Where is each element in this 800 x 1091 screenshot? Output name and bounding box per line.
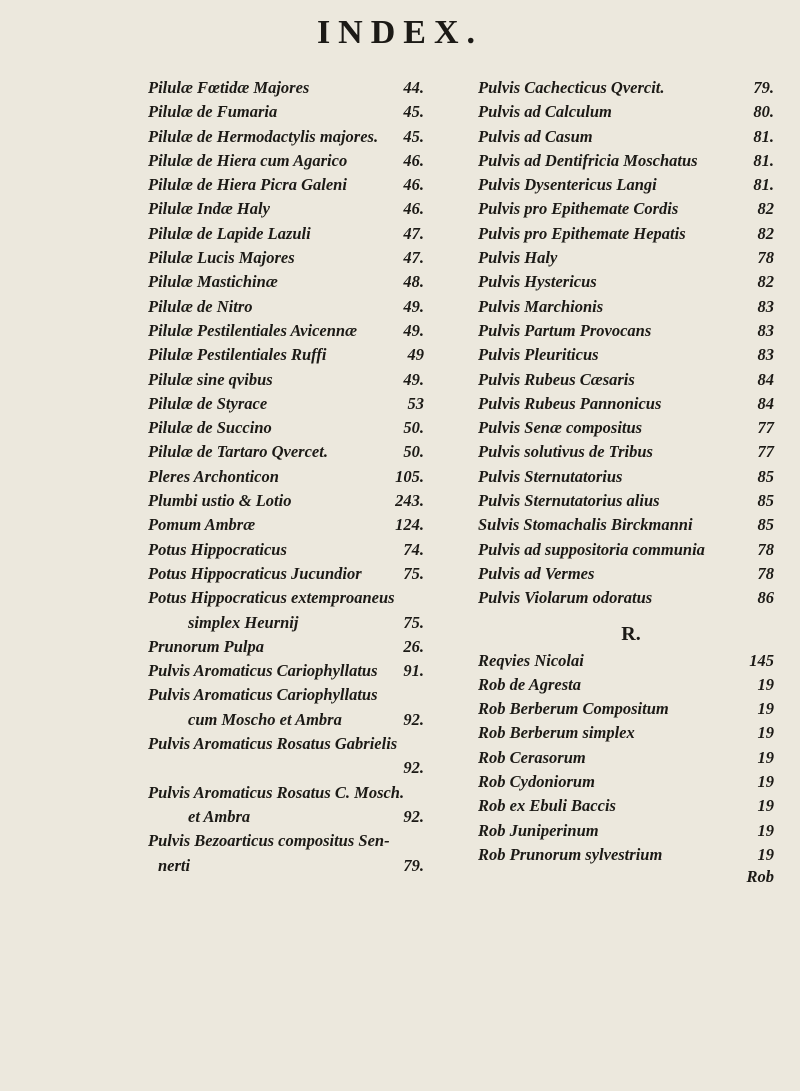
entry-page-number: 83 xyxy=(757,320,774,340)
entry-name: Pulvis Aromaticus Rosatus Gabrielis xyxy=(148,734,398,754)
entry-page-number: 92. xyxy=(403,806,424,826)
entry-page-number: 19 xyxy=(757,674,774,694)
entry-name: Pulvis Aromaticus Rosatus C. Mosch. xyxy=(148,782,405,802)
entry-name: Pulvis Marchionis xyxy=(478,296,604,316)
entry-name: Pulvis pro Epithemate Hepatis xyxy=(478,223,686,243)
entry-name: Rob Juniperinum xyxy=(478,820,599,840)
entry-page-number: 19 xyxy=(757,796,774,816)
index-entry xyxy=(148,222,424,246)
index-entry xyxy=(148,149,424,173)
index-entry xyxy=(478,538,774,562)
entry-name: Rob Berberum Compositum xyxy=(478,699,669,719)
entry-name: Potus Hippocraticus xyxy=(148,539,287,559)
index-entry xyxy=(148,805,424,829)
entry-name: Potus Hippocraticus Jucundior xyxy=(148,563,362,583)
index-entry xyxy=(148,465,424,489)
p-entries-continued xyxy=(478,76,774,611)
index-entry xyxy=(148,246,424,270)
index-entry xyxy=(148,756,424,780)
entry-name: Pulvis ad Vermes xyxy=(478,563,595,583)
entry-name: Pulvis Cachecticus Qvercit. xyxy=(478,78,665,97)
entry-page-number: 19 xyxy=(757,747,774,767)
entry-name: Pulvis ad Casum xyxy=(478,126,593,146)
entry-name: Rob Prunorum sylvestrium xyxy=(478,844,663,864)
entry-page-number: 19 xyxy=(757,723,774,743)
index-entry xyxy=(148,295,424,319)
entry-page-number: 78 xyxy=(757,248,774,268)
entry-name: Pilulæ Lucis Majores xyxy=(148,248,295,268)
entry-page-number: 83 xyxy=(757,296,774,316)
entry-name: Pilulæ de Tartaro Qvercet. xyxy=(148,442,328,462)
entry-name: Pilulæ de Lapide Lazuli xyxy=(148,223,311,243)
entry-name: Pilulæ de Succino xyxy=(148,418,272,438)
entry-page-number: 44. xyxy=(403,78,424,97)
entry-name: Pulvis pro Epithemate Cordis xyxy=(478,199,679,219)
entry-name: nerti xyxy=(158,855,191,875)
left-column xyxy=(148,76,424,878)
entry-name: Rob Cydoniorum xyxy=(478,772,595,792)
index-entry xyxy=(478,794,774,818)
entry-name: Pilulæ Pestilentiales Ruffi xyxy=(148,345,327,365)
index-entry xyxy=(148,513,424,537)
entry-name: Pulvis Bezoarticus compositus Sen- xyxy=(148,831,390,851)
index-entry xyxy=(478,149,774,173)
index-entry xyxy=(148,635,424,659)
entry-page-number: 92. xyxy=(403,709,424,729)
entry-page-number: 78 xyxy=(757,539,774,559)
entry-name: Potus Hippocraticus extemproaneus xyxy=(148,588,395,608)
entry-name: Pulvis Partum Provocans xyxy=(478,320,652,340)
entry-page-number: 19 xyxy=(757,820,774,840)
index-entry xyxy=(478,770,774,794)
entry-page-number: 80. xyxy=(753,102,774,122)
entry-page-number: 92. xyxy=(403,758,424,778)
index-entry xyxy=(478,843,774,867)
entry-page-number: 83 xyxy=(757,345,774,365)
entry-name: Pulvis Senæ compositus xyxy=(478,418,643,438)
entry-name: Pulvis Pleuriticus xyxy=(478,345,599,365)
entry-page-number: 48. xyxy=(403,272,424,292)
index-entry xyxy=(148,708,424,732)
entry-page-number: 19 xyxy=(757,699,774,719)
entry-name: Plumbi ustio & Lotio xyxy=(148,491,292,511)
entry-page-number: 49. xyxy=(403,369,424,389)
entry-name: Pulvis Sternutatorius alius xyxy=(478,491,660,511)
index-entry xyxy=(478,125,774,149)
entry-page-number: 19 xyxy=(757,844,774,864)
right-column xyxy=(478,76,774,891)
index-entry xyxy=(478,100,774,124)
entry-name: Pulvis Sternutatorius xyxy=(478,466,623,486)
entry-name: Rob Cerasorum xyxy=(478,747,586,767)
index-entry xyxy=(148,586,424,610)
entry-page-number: 82 xyxy=(757,272,774,292)
entry-name: Rob Berberum simplex xyxy=(478,723,635,743)
entry-page-number: 145 xyxy=(749,650,774,670)
index-entry xyxy=(478,819,774,843)
index-entry xyxy=(478,197,774,221)
entry-name: Pulvis Haly xyxy=(478,248,558,268)
entry-page-number: 46. xyxy=(403,175,424,195)
index-entry xyxy=(478,697,774,721)
index-entry xyxy=(148,416,424,440)
entry-page-number: 46. xyxy=(403,150,424,170)
index-entry xyxy=(478,465,774,489)
index-entry xyxy=(478,319,774,343)
entry-page-number: 77 xyxy=(757,442,774,462)
index-entry xyxy=(478,368,774,392)
index-entry xyxy=(478,173,774,197)
entry-name: Pilulæ Mastichinæ xyxy=(148,272,278,292)
index-entry xyxy=(478,489,774,513)
entry-page-number: 53 xyxy=(407,393,424,413)
index-entry xyxy=(478,746,774,770)
entry-name: Pulvis Rubeus Pannonicus xyxy=(478,393,662,413)
entry-page-number: 86 xyxy=(757,588,774,608)
entry-page-number: 45. xyxy=(403,102,424,122)
catchword: Rob xyxy=(746,867,774,887)
entry-page-number: 75. xyxy=(403,563,424,583)
entry-name: et Ambra xyxy=(188,806,251,826)
entry-page-number: 85 xyxy=(757,515,774,535)
entry-page-number: 49. xyxy=(403,296,424,316)
entry-name: Pilulæ Indæ Haly xyxy=(148,199,270,219)
entry-page-number: 85 xyxy=(757,466,774,486)
index-entry xyxy=(148,76,424,100)
entry-name: Pulvis Dysentericus Langi xyxy=(478,175,657,195)
index-entry xyxy=(478,76,774,100)
index-entry xyxy=(148,125,424,149)
index-entry xyxy=(478,392,774,416)
entry-name: Pulvis ad Calculum xyxy=(478,102,612,122)
entry-name: Pilulæ de Styrace xyxy=(148,393,268,413)
entry-name: Pulvis Hystericus xyxy=(478,272,597,292)
entry-name: Pilulæ de Hiera cum Agarico xyxy=(148,150,348,170)
entry-name: Pilulæ Pestilentiales Avicennæ xyxy=(148,320,357,340)
index-entry xyxy=(478,513,774,537)
entry-name: Pulvis Rubeus Cæsaris xyxy=(478,369,635,389)
entry-name: Pulvis Aromaticus Cariophyllatus xyxy=(148,685,378,705)
entry-name: cum Moscho et Ambra xyxy=(188,709,342,729)
index-entry xyxy=(148,611,424,635)
entry-page-number: 77 xyxy=(757,418,774,438)
entry-page-number: 81. xyxy=(753,150,774,170)
entry-page-number: 81. xyxy=(753,126,774,146)
index-entry xyxy=(148,489,424,513)
index-entry xyxy=(148,368,424,392)
entry-name: Pilulæ de Hermodactylis majores. xyxy=(148,126,379,146)
page-title: INDEX. xyxy=(316,14,484,51)
index-entry xyxy=(478,649,774,673)
entry-page-number: 49 xyxy=(407,345,424,365)
index-entry xyxy=(148,829,424,853)
index-entry xyxy=(478,586,774,610)
index-entry xyxy=(148,562,424,586)
entry-page-number: 84 xyxy=(757,369,774,389)
index-entry xyxy=(148,683,424,707)
entry-page-number: 82 xyxy=(757,223,774,243)
entry-name: Pilulæ Fœtidæ Majores xyxy=(148,78,310,97)
index-entry xyxy=(148,854,424,878)
entry-page-number: 19 xyxy=(757,772,774,792)
index-entry xyxy=(478,673,774,697)
entry-page-number: 26. xyxy=(403,636,424,656)
entry-page-number: 46. xyxy=(403,199,424,219)
entry-name: Reqvies Nicolai xyxy=(478,650,584,670)
entry-page-number: 124. xyxy=(395,515,424,535)
entry-page-number: 50. xyxy=(403,418,424,438)
index-entry xyxy=(148,538,424,562)
index-entry xyxy=(148,270,424,294)
entry-name: Pleres Archonticon xyxy=(148,466,279,486)
index-entry xyxy=(478,270,774,294)
entry-page-number: 82 xyxy=(757,199,774,219)
entry-name: Pulvis ad Dentifricia Moschatus xyxy=(478,150,698,170)
index-entry xyxy=(478,343,774,367)
entry-page-number: 74. xyxy=(403,539,424,559)
entry-page-number: 85 xyxy=(757,491,774,511)
index-entry xyxy=(148,173,424,197)
entry-name: Sulvis Stomachalis Birckmanni xyxy=(478,515,693,535)
index-entry xyxy=(148,392,424,416)
index-entry xyxy=(148,197,424,221)
index-entry xyxy=(148,100,424,124)
entry-name: Pulvis Aromaticus Cariophyllatus xyxy=(148,661,378,681)
entry-page-number: 91. xyxy=(403,661,424,681)
entry-name: Pilulæ de Nitro xyxy=(148,296,253,316)
entry-page-number: 49. xyxy=(403,320,424,340)
index-entry xyxy=(478,246,774,270)
index-entry xyxy=(478,295,774,319)
entry-name: Rob ex Ebuli Baccis xyxy=(478,796,616,816)
index-entry xyxy=(148,781,424,805)
entry-name: Pulvis ad suppositoria communia xyxy=(478,539,705,559)
entry-page-number: 50. xyxy=(403,442,424,462)
entry-name: Pilulæ sine qvibus xyxy=(148,369,273,389)
entry-page-number: 79. xyxy=(753,78,774,97)
entry-page-number: 79. xyxy=(403,855,424,875)
index-entry xyxy=(148,343,424,367)
entry-name: Pulvis solutivus de Tribus xyxy=(478,442,653,462)
entry-name: Pilulæ de Hiera Picra Galeni xyxy=(148,175,347,195)
index-entry xyxy=(478,562,774,586)
index-entry xyxy=(478,222,774,246)
section-letter-r: R. xyxy=(621,622,641,645)
entry-page-number: 243. xyxy=(395,491,424,511)
index-entry xyxy=(478,721,774,745)
index-entry xyxy=(478,416,774,440)
index-entry xyxy=(148,732,424,756)
entry-page-number: 81. xyxy=(753,175,774,195)
r-entries xyxy=(478,649,774,868)
entry-page-number: 84 xyxy=(757,393,774,413)
entry-page-number: 45. xyxy=(403,126,424,146)
entry-page-number: 78 xyxy=(757,563,774,583)
entry-page-number: 75. xyxy=(403,612,424,632)
entry-page-number: 47. xyxy=(403,248,424,268)
entry-name: Prunorum Pulpa xyxy=(148,636,264,656)
index-entry xyxy=(148,659,424,683)
entry-name: simplex Heurnij xyxy=(188,612,299,632)
entry-name: Pulvis Violarum odoratus xyxy=(478,588,653,608)
entry-name: Pomum Ambræ xyxy=(148,515,256,535)
entry-name: Pilulæ de Fumaria xyxy=(148,102,278,122)
entry-page-number: 105. xyxy=(395,466,424,486)
entry-page-number: 47. xyxy=(403,223,424,243)
index-entry xyxy=(478,440,774,464)
index-entry xyxy=(148,319,424,343)
index-entry xyxy=(148,440,424,464)
entry-name: Rob de Agresta xyxy=(478,674,581,694)
